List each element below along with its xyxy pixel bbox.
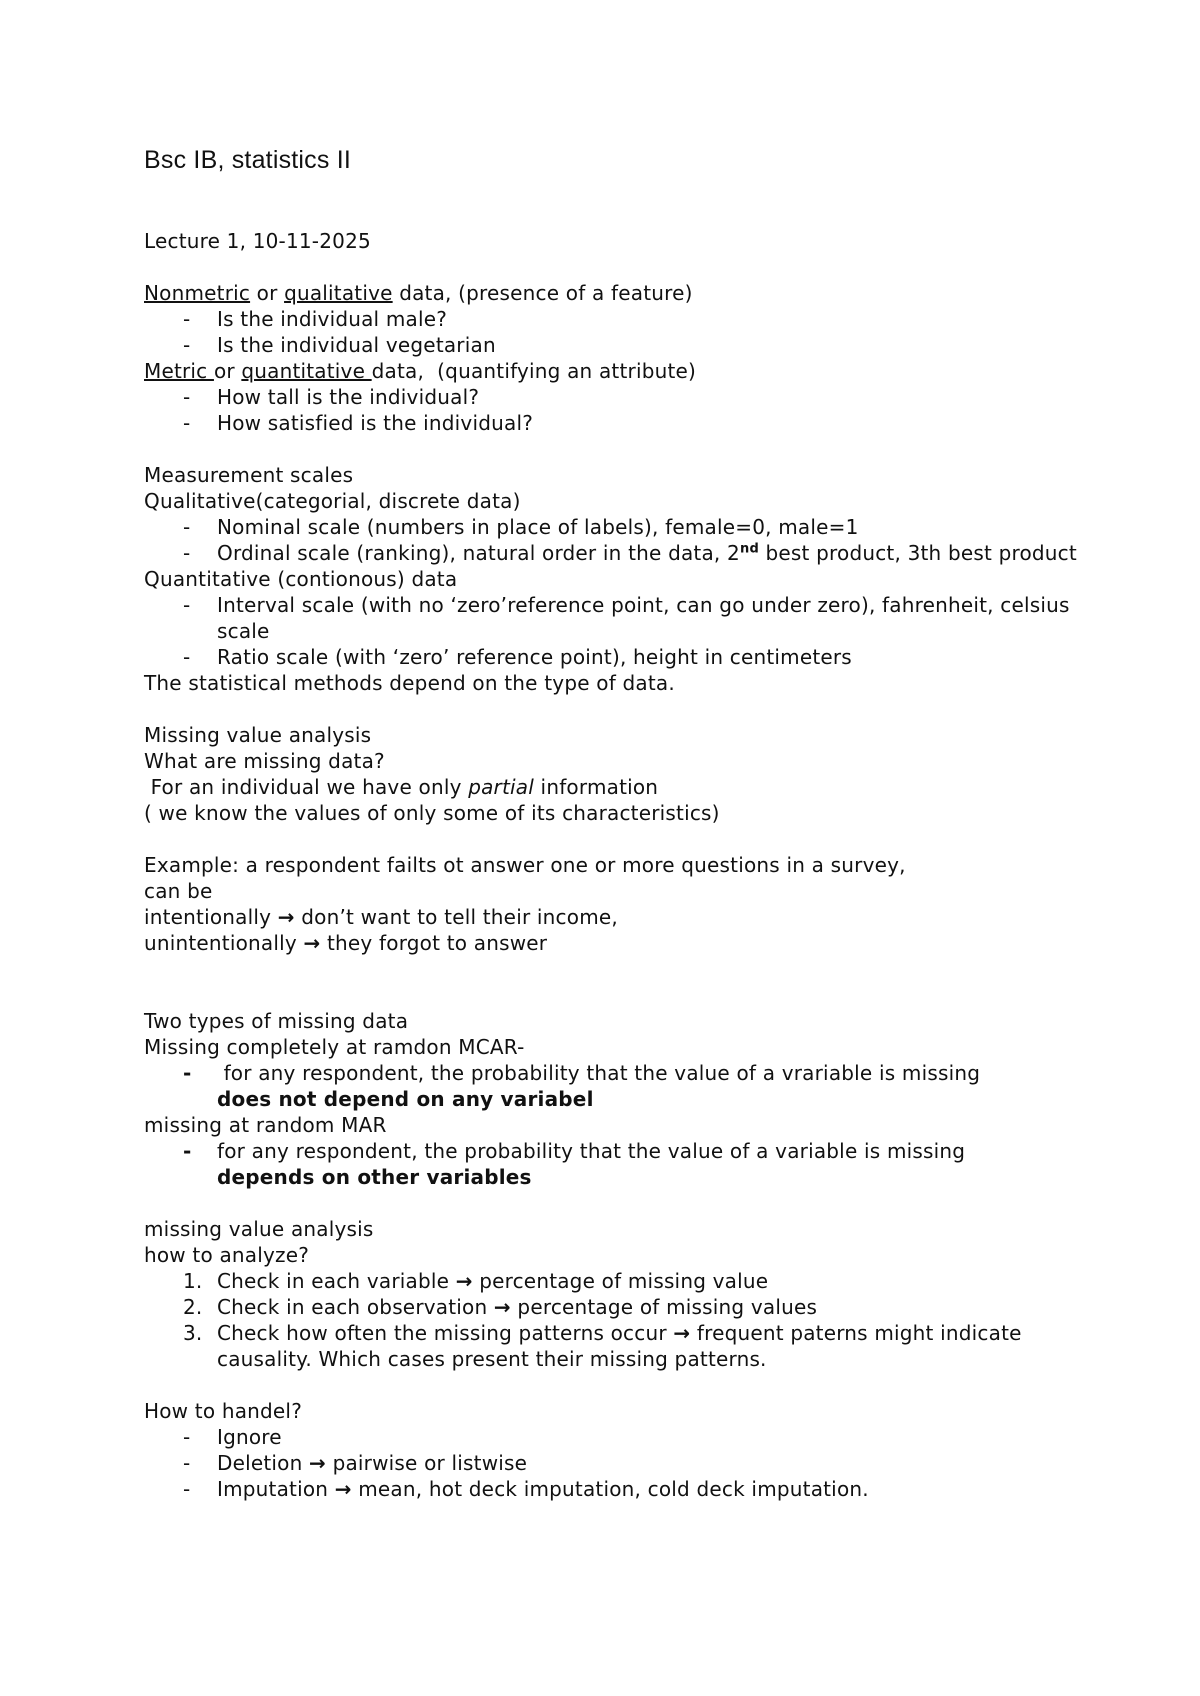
scales-heading: Measurement scales bbox=[144, 463, 354, 487]
numbered-item: 2. Check in each observation → percentage of missing values bbox=[183, 1295, 818, 1319]
can-be-line: can be bbox=[144, 879, 213, 903]
arrow-right-icon: → bbox=[334, 1477, 352, 1501]
handle-heading: How to handel? bbox=[144, 1399, 303, 1423]
mcar-line: Missing completely at ramdon MCAR- bbox=[144, 1035, 525, 1059]
document-page bbox=[144, 140, 1094, 1502]
example-line: Example: a respondent failts ot answer one or more questions in a survey, bbox=[144, 853, 906, 877]
unintentional-line: unintentionally → they forgot to answer bbox=[144, 931, 548, 955]
nonmetric-line: Nonmetric or qualitative data, (presence of a feature) bbox=[144, 281, 693, 305]
quantitative-line: Quantitative (contionous) data bbox=[144, 567, 458, 591]
arrow-right-icon: → bbox=[493, 1295, 511, 1319]
list-item: - Ratio scale (with ‘zero’ reference point), height in centimeters bbox=[183, 645, 852, 669]
analysis-how: how to analyze? bbox=[144, 1243, 310, 1267]
lecture-line: Lecture 1, 10-11-2025 bbox=[144, 229, 371, 253]
arrow-right-icon: → bbox=[455, 1269, 473, 1293]
qualitative-term: qualitative bbox=[284, 281, 393, 305]
qualitative-line: Qualitative(categorial, discrete data) bbox=[144, 489, 521, 513]
page-title: Bsc IB, statistics II bbox=[144, 146, 352, 174]
types-heading: Two types of missing data bbox=[144, 1009, 409, 1033]
mar-line: missing at random MAR bbox=[144, 1113, 387, 1137]
arrow-right-icon: → bbox=[309, 1451, 327, 1475]
list-item: - for any respondent, the probability that the value of a variable is missing depends on other variables bbox=[183, 1139, 966, 1189]
explain-line: ( we know the values of only some of its characteristics) bbox=[144, 801, 720, 825]
quantitative-term: quantitative bbox=[241, 359, 372, 383]
list-item: - Ignore bbox=[183, 1425, 282, 1449]
metric-line: Metric or quantitative data, (quantifying an attribute) bbox=[144, 359, 697, 383]
list-item: - Deletion → pairwise or listwise bbox=[183, 1451, 528, 1475]
list-item: - Is the individual male? bbox=[183, 307, 448, 331]
numbered-item: 3. Check how often the missing patterns occur → frequent paterns might indicate causality. Which cases present their missing patterns. bbox=[183, 1321, 1029, 1371]
arrow-right-icon: → bbox=[277, 905, 295, 929]
missing-question: What are missing data? bbox=[144, 749, 385, 773]
list-item: - Is the individual vegetarian bbox=[183, 333, 496, 357]
list-item: - for any respondent, the probability that the value of a vrariable is missing does not depend on any variabel bbox=[183, 1061, 981, 1111]
list-item: - Nominal scale (numbers in place of labels), female=0, male=1 bbox=[183, 515, 859, 539]
missing-heading: Missing value analysis bbox=[144, 723, 372, 747]
nonmetric-term: Nonmetric bbox=[144, 281, 251, 305]
analysis-heading: missing value analysis bbox=[144, 1217, 374, 1241]
arrow-right-icon: → bbox=[303, 931, 321, 955]
arrow-right-icon: → bbox=[673, 1321, 691, 1345]
list-item: - Ordinal scale (ranking), natural order in the data, 2nd best product, 3th best product bbox=[183, 541, 1077, 565]
partial-line: For an individual we have only partial information bbox=[144, 775, 659, 799]
list-item: - How satisfied is the individual? bbox=[183, 411, 534, 435]
list-item: - Interval scale (with no ‘zero’reference point, can go under zero), fahrenheit, celsius scale bbox=[183, 593, 1077, 643]
metric-term: Metric bbox=[144, 359, 214, 383]
numbered-item: 1. Check in each variable → percentage of missing value bbox=[183, 1269, 769, 1293]
conclusion-line: The statistical methods depend on the type of data. bbox=[144, 671, 675, 695]
intentional-line: intentionally → don’t want to tell their income, bbox=[144, 905, 618, 929]
list-item: - Imputation → mean, hot deck imputation, cold deck imputation. bbox=[183, 1477, 869, 1501]
list-item: - How tall is the individual? bbox=[183, 385, 480, 409]
